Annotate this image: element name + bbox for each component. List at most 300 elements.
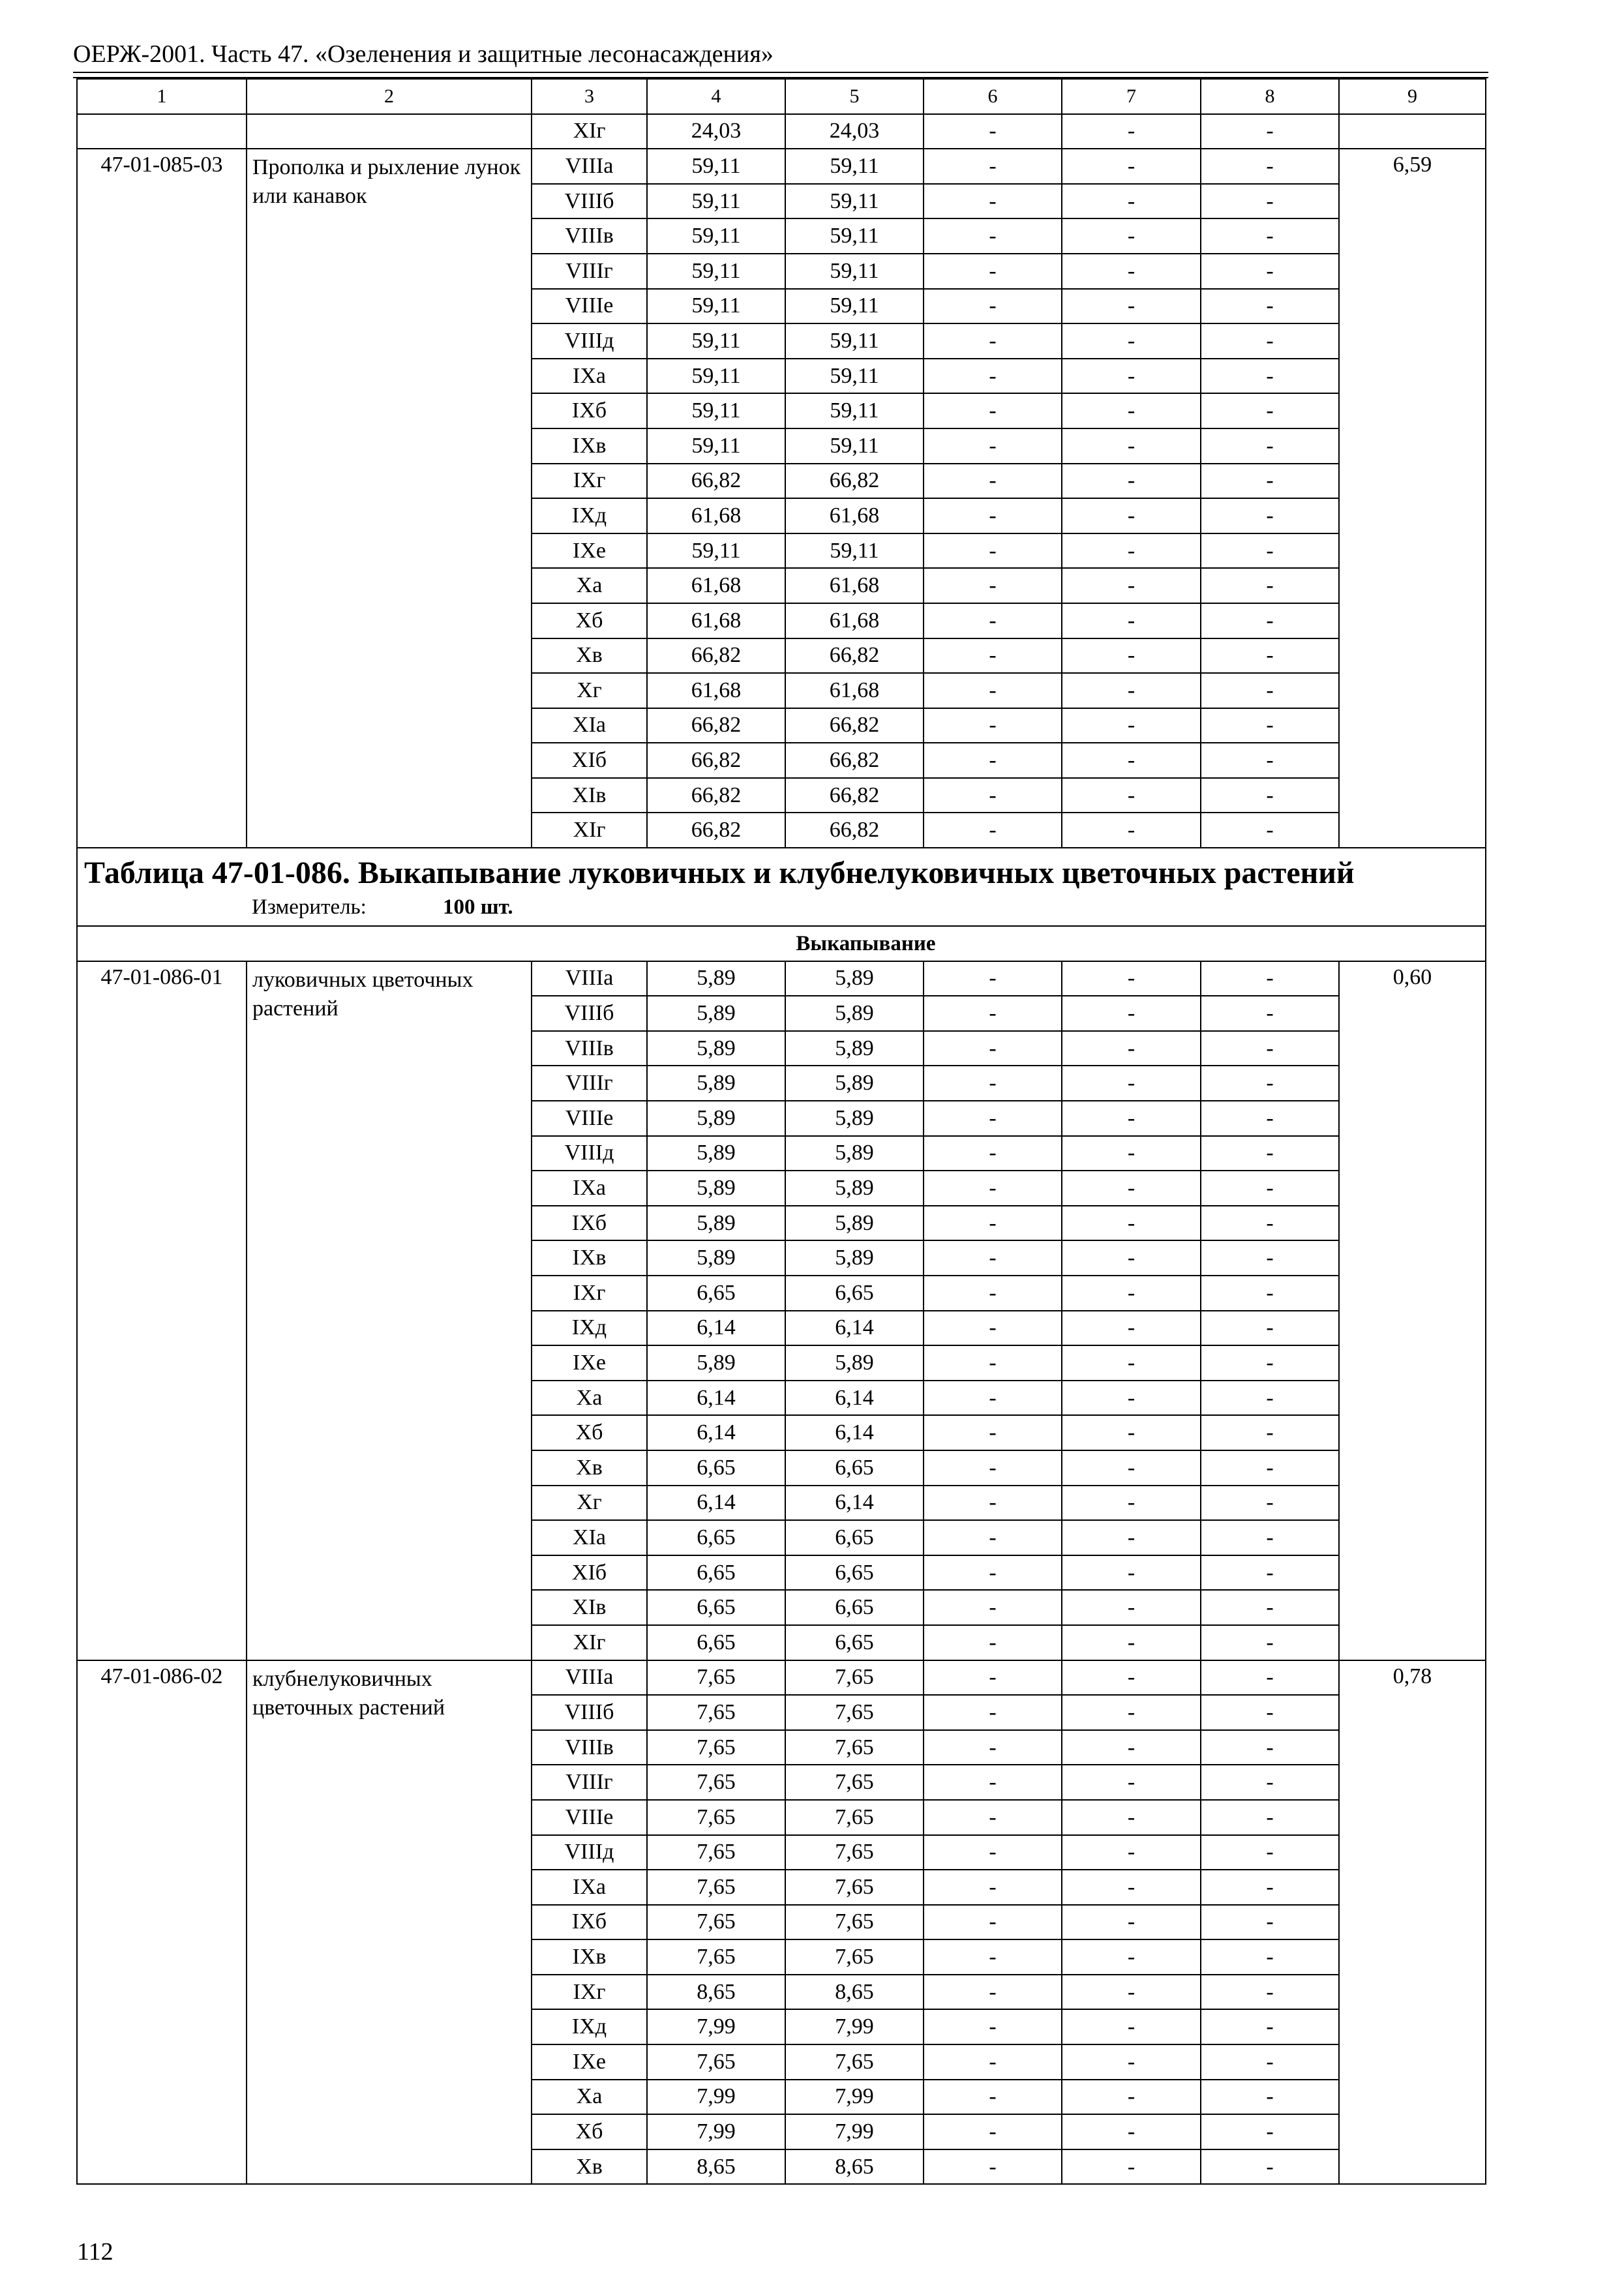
value-cell: - — [1062, 638, 1201, 674]
zone-cell: Xб — [532, 603, 647, 638]
zone-cell: VIIIб — [532, 1695, 647, 1730]
value-cell: 6,14 — [785, 1415, 924, 1450]
value-cell: 59,11 — [647, 254, 785, 289]
value-cell: - — [924, 1835, 1062, 1870]
value-cell: 66,82 — [785, 464, 924, 499]
value-cell: 59,11 — [785, 428, 924, 464]
zone-cell: VIIIв — [532, 1730, 647, 1765]
value-cell: - — [1062, 2009, 1201, 2044]
value-cell: 7,65 — [647, 1905, 785, 1940]
value-cell: - — [924, 1066, 1062, 1101]
value-cell: - — [924, 961, 1062, 996]
value-cell: 5,89 — [647, 1101, 785, 1136]
value-cell: - — [924, 1276, 1062, 1311]
zone-cell: IXд — [532, 498, 647, 533]
value-cell: 5,89 — [647, 1240, 785, 1276]
value-cell: 6,14 — [785, 1486, 924, 1521]
value-cell: - — [1062, 2114, 1201, 2149]
value-cell: - — [924, 1240, 1062, 1276]
value-cell: - — [1062, 184, 1201, 219]
value-cell: - — [1062, 1520, 1201, 1555]
value-cell: - — [1062, 1695, 1201, 1730]
zone-cell: VIIIд — [532, 323, 647, 359]
norm-cell: 6,59 — [1339, 149, 1486, 848]
value-cell: - — [924, 568, 1062, 603]
value-cell: - — [1062, 464, 1201, 499]
value-cell: - — [924, 1800, 1062, 1835]
value-cell: - — [1062, 743, 1201, 778]
value-cell: - — [1062, 1835, 1201, 1870]
value-cell: 6,65 — [647, 1520, 785, 1555]
value-cell: - — [1201, 1031, 1339, 1066]
value-cell: - — [1062, 2149, 1201, 2185]
value-cell: 66,82 — [785, 778, 924, 813]
value-cell: 59,11 — [647, 184, 785, 219]
value-cell: - — [1201, 1486, 1339, 1521]
value-cell: 7,99 — [647, 2009, 785, 2044]
norm-cell: 0,60 — [1339, 961, 1486, 1660]
value-cell: 7,65 — [647, 1870, 785, 1905]
value-cell: - — [1062, 1240, 1201, 1276]
zone-cell: VIIIа — [532, 1660, 647, 1696]
zone-cell: IXа — [532, 1171, 647, 1206]
value-cell: 59,11 — [647, 359, 785, 394]
value-cell: - — [1201, 1730, 1339, 1765]
value-cell: - — [924, 1031, 1062, 1066]
value-cell: 61,68 — [647, 568, 785, 603]
value-cell: - — [1062, 428, 1201, 464]
value-cell: - — [1062, 1905, 1201, 1940]
value-cell: 5,89 — [785, 1206, 924, 1241]
value-cell: - — [1201, 1240, 1339, 1276]
column-number: 7 — [1062, 79, 1201, 114]
zone-cell: VIIIе — [532, 1101, 647, 1136]
value-cell: - — [1062, 1486, 1201, 1521]
value-cell: - — [1201, 1415, 1339, 1450]
value-cell: - — [924, 498, 1062, 533]
value-cell: - — [1201, 1276, 1339, 1311]
value-cell: - — [1201, 289, 1339, 324]
value-cell: 7,65 — [647, 1730, 785, 1765]
value-cell: - — [924, 1206, 1062, 1241]
value-cell: 59,11 — [647, 289, 785, 324]
column-number: 4 — [647, 79, 785, 114]
value-cell: - — [1201, 1520, 1339, 1555]
value-cell: - — [1201, 114, 1339, 149]
zone-cell: IXв — [532, 428, 647, 464]
value-cell: - — [1062, 2044, 1201, 2080]
value-cell: - — [924, 778, 1062, 813]
zone-cell: Xг — [532, 1486, 647, 1521]
zone-cell: IXб — [532, 393, 647, 428]
value-cell: 7,99 — [785, 2009, 924, 2044]
value-cell: 5,89 — [647, 1345, 785, 1381]
zone-cell: VIIIд — [532, 1835, 647, 1870]
value-cell: - — [1201, 778, 1339, 813]
value-cell: - — [1062, 1939, 1201, 1975]
value-cell: 6,14 — [647, 1311, 785, 1346]
table-title-cell — [77, 848, 1486, 926]
value-cell: 59,11 — [785, 218, 924, 254]
value-cell: - — [1201, 1870, 1339, 1905]
value-cell: 7,65 — [785, 1765, 924, 1800]
value-cell: 66,82 — [785, 708, 924, 743]
value-cell: 66,82 — [647, 638, 785, 674]
value-cell: 7,65 — [647, 1695, 785, 1730]
zone-cell: IXг — [532, 1975, 647, 2010]
value-cell: 24,03 — [785, 114, 924, 149]
measure-value: 100 шт. — [443, 895, 513, 920]
value-cell: 59,11 — [647, 323, 785, 359]
zone-cell: Xв — [532, 2149, 647, 2185]
value-cell: 61,68 — [785, 498, 924, 533]
table-row — [77, 149, 1486, 184]
value-cell: 6,65 — [785, 1276, 924, 1311]
value-cell: - — [1201, 1660, 1339, 1696]
value-cell: - — [1201, 638, 1339, 674]
value-cell: 8,65 — [785, 1975, 924, 2010]
zone-cell: IXв — [532, 1240, 647, 1276]
value-cell: - — [924, 184, 1062, 219]
value-cell: 7,99 — [647, 2114, 785, 2149]
value-cell: - — [1062, 1415, 1201, 1450]
zone-cell: XIб — [532, 1555, 647, 1591]
value-cell: - — [1201, 1345, 1339, 1381]
value-cell: 8,65 — [647, 1975, 785, 2010]
value-cell: - — [1062, 1590, 1201, 1625]
value-cell: - — [1062, 1730, 1201, 1765]
value-cell: 7,65 — [785, 1835, 924, 1870]
value-cell: 66,82 — [785, 813, 924, 848]
value-cell: 7,65 — [785, 1730, 924, 1765]
zone-cell: XIг — [532, 1625, 647, 1660]
value-cell: - — [924, 254, 1062, 289]
value-cell: - — [924, 2149, 1062, 2185]
zone-cell: IXг — [532, 464, 647, 499]
rates-table — [76, 78, 1486, 2185]
zone-cell: IXв — [532, 1939, 647, 1975]
value-cell: 5,89 — [647, 1031, 785, 1066]
value-cell: - — [1062, 1311, 1201, 1346]
value-cell: - — [1062, 393, 1201, 428]
value-cell: 5,89 — [647, 961, 785, 996]
value-cell: 8,65 — [785, 2149, 924, 2185]
value-cell: 7,99 — [785, 2080, 924, 2115]
value-cell: - — [924, 464, 1062, 499]
value-cell: - — [1062, 1136, 1201, 1171]
value-cell: - — [1201, 393, 1339, 428]
value-cell: 7,65 — [647, 1835, 785, 1870]
value-cell: - — [1062, 323, 1201, 359]
value-cell: 7,65 — [785, 1939, 924, 1975]
zone-cell: VIIIа — [532, 149, 647, 184]
value-cell: - — [1201, 996, 1339, 1031]
value-cell: - — [924, 1171, 1062, 1206]
value-cell: 61,68 — [785, 673, 924, 708]
page-header: ОЕРЖ-2001. Часть 47. «Озеленения и защитные лесонасаждения» — [73, 40, 774, 68]
zone-cell: XIа — [532, 708, 647, 743]
value-cell: - — [1201, 184, 1339, 219]
zone-cell: Xа — [532, 2080, 647, 2115]
value-cell: 5,89 — [785, 1240, 924, 1276]
zone-cell: VIIIв — [532, 218, 647, 254]
section-row — [77, 926, 1486, 961]
item-code: 47-01-085-03 — [77, 149, 247, 848]
zone-cell: IXд — [532, 2009, 647, 2044]
zone-cell: IXе — [532, 1345, 647, 1381]
zone-cell: Xб — [532, 1415, 647, 1450]
value-cell: 61,68 — [647, 603, 785, 638]
value-cell: - — [1062, 603, 1201, 638]
value-cell: - — [1201, 464, 1339, 499]
code-cell — [77, 114, 247, 149]
zone-cell: VIIIд — [532, 1136, 647, 1171]
value-cell: 6,65 — [647, 1450, 785, 1486]
value-cell: - — [924, 708, 1062, 743]
value-cell: - — [1201, 2044, 1339, 2080]
zone-cell: VIIIг — [532, 254, 647, 289]
value-cell: - — [924, 638, 1062, 674]
value-cell: 59,11 — [785, 533, 924, 569]
value-cell: - — [1201, 1171, 1339, 1206]
value-cell: 6,65 — [785, 1590, 924, 1625]
value-cell: 59,11 — [785, 289, 924, 324]
zone-cell: Xв — [532, 638, 647, 674]
value-cell: 59,11 — [647, 533, 785, 569]
value-cell: - — [1201, 2149, 1339, 2185]
value-cell: 5,89 — [785, 961, 924, 996]
value-cell: 5,89 — [785, 996, 924, 1031]
value-cell: - — [924, 2114, 1062, 2149]
table-row — [77, 961, 1486, 996]
value-cell: 66,82 — [647, 464, 785, 499]
value-cell: - — [924, 2044, 1062, 2080]
zone-cell: IXд — [532, 1311, 647, 1346]
zone-cell: Xа — [532, 568, 647, 603]
value-cell: - — [1062, 1276, 1201, 1311]
norm-cell: 0,78 — [1339, 1660, 1486, 2185]
value-cell: - — [1201, 961, 1339, 996]
value-cell: 7,65 — [785, 2044, 924, 2080]
value-cell: - — [1201, 254, 1339, 289]
column-number: 8 — [1201, 79, 1339, 114]
value-cell: - — [1062, 1171, 1201, 1206]
value-cell: - — [924, 1695, 1062, 1730]
value-cell: 7,65 — [647, 1660, 785, 1696]
value-cell: - — [1062, 254, 1201, 289]
item-code: 47-01-086-01 — [77, 961, 247, 1660]
value-cell: - — [1062, 1066, 1201, 1101]
value-cell: - — [1062, 1206, 1201, 1241]
column-number: 2 — [247, 79, 532, 114]
value-cell: - — [1201, 498, 1339, 533]
value-cell: 5,89 — [785, 1031, 924, 1066]
value-cell: - — [924, 1590, 1062, 1625]
value-cell: 5,89 — [785, 1345, 924, 1381]
value-cell: 61,68 — [785, 603, 924, 638]
value-cell: 61,68 — [785, 568, 924, 603]
value-cell: - — [1201, 1450, 1339, 1486]
value-cell: 6,65 — [785, 1625, 924, 1660]
name-cell — [247, 114, 532, 149]
value-cell: - — [924, 1311, 1062, 1346]
value-cell: - — [1201, 1555, 1339, 1591]
value-cell: 66,82 — [647, 813, 785, 848]
value-cell: 6,14 — [785, 1381, 924, 1416]
value-cell: 5,89 — [647, 1206, 785, 1241]
value-cell: 7,99 — [647, 2080, 785, 2115]
value-cell: - — [924, 323, 1062, 359]
value-cell: - — [1201, 1905, 1339, 1940]
value-cell: 61,68 — [647, 673, 785, 708]
value-cell: - — [1201, 813, 1339, 848]
value-cell: 7,65 — [647, 1939, 785, 1975]
value-cell: - — [1062, 996, 1201, 1031]
value-cell: - — [924, 1101, 1062, 1136]
value-cell: - — [1201, 1975, 1339, 2010]
value-cell: - — [1201, 1381, 1339, 1416]
item-code: 47-01-086-02 — [77, 1660, 247, 2185]
zone-cell: VIIIг — [532, 1066, 647, 1101]
value-cell: - — [924, 1660, 1062, 1696]
value-cell: - — [1062, 533, 1201, 569]
value-cell: - — [924, 996, 1062, 1031]
zone-cell: VIIIб — [532, 184, 647, 219]
value-cell: 5,89 — [647, 1171, 785, 1206]
zone-cell: Xв — [532, 1450, 647, 1486]
value-cell: - — [924, 1520, 1062, 1555]
zone-cell: XIв — [532, 778, 647, 813]
value-cell: 59,11 — [785, 254, 924, 289]
value-cell: 7,65 — [647, 1800, 785, 1835]
zone-cell: VIIIв — [532, 1031, 647, 1066]
zone-cell: VIIIа — [532, 961, 647, 996]
value-cell: - — [1062, 114, 1201, 149]
value-cell: - — [1201, 1206, 1339, 1241]
value-cell: - — [924, 743, 1062, 778]
value-cell: - — [924, 1345, 1062, 1381]
value-cell: - — [1201, 673, 1339, 708]
value-cell: 59,11 — [647, 218, 785, 254]
header-rule — [73, 72, 1488, 73]
value-cell: - — [924, 2080, 1062, 2115]
value-cell: - — [924, 1450, 1062, 1486]
value-cell: - — [1062, 1975, 1201, 2010]
zone-cell: IXе — [532, 533, 647, 569]
value-cell: - — [1201, 1835, 1339, 1870]
value-cell: - — [924, 1555, 1062, 1591]
value-cell: - — [1201, 359, 1339, 394]
value-cell: - — [1201, 1800, 1339, 1835]
value-cell: - — [1062, 778, 1201, 813]
value-cell: - — [924, 603, 1062, 638]
value-cell: 7,65 — [647, 2044, 785, 2080]
value-cell: - — [1201, 1695, 1339, 1730]
zone-cell: VIIIб — [532, 996, 647, 1031]
value-cell: 6,14 — [647, 1381, 785, 1416]
value-cell: - — [924, 1905, 1062, 1940]
zone-cell: VIIIг — [532, 1765, 647, 1800]
value-cell: 59,11 — [647, 428, 785, 464]
table-row — [77, 114, 1486, 149]
table-row — [77, 1660, 1486, 1696]
item-name: клубнелуковичных цветочных растений — [247, 1660, 532, 2185]
value-cell: - — [924, 428, 1062, 464]
value-cell: 6,65 — [785, 1520, 924, 1555]
value-cell: - — [924, 1765, 1062, 1800]
zone-cell: Xа — [532, 1381, 647, 1416]
value-cell: 6,65 — [785, 1555, 924, 1591]
value-cell: - — [1062, 673, 1201, 708]
value-cell: - — [924, 1136, 1062, 1171]
value-cell: 7,65 — [647, 1765, 785, 1800]
value-cell: - — [1201, 743, 1339, 778]
value-cell: - — [924, 533, 1062, 569]
value-cell: 5,89 — [785, 1136, 924, 1171]
value-cell: - — [1201, 1101, 1339, 1136]
value-cell: - — [924, 1415, 1062, 1450]
value-cell: - — [1062, 813, 1201, 848]
value-cell: - — [1201, 1590, 1339, 1625]
value-cell: - — [1062, 961, 1201, 996]
value-cell: - — [924, 1975, 1062, 2010]
value-cell: - — [1062, 1765, 1201, 1800]
value-cell: - — [1201, 533, 1339, 569]
zone-cell: XIг — [532, 114, 647, 149]
value-cell: - — [1062, 289, 1201, 324]
value-cell: - — [1062, 1660, 1201, 1696]
zone-cell: Xб — [532, 2114, 647, 2149]
value-cell: - — [1201, 1625, 1339, 1660]
value-cell: - — [1201, 2080, 1339, 2115]
value-cell: 66,82 — [647, 743, 785, 778]
value-cell: 7,65 — [785, 1905, 924, 1940]
measure-label: Измеритель: — [252, 895, 367, 920]
value-cell: 7,65 — [785, 1660, 924, 1696]
zone-cell: XIг — [532, 813, 647, 848]
value-cell: - — [1201, 568, 1339, 603]
value-cell: - — [1062, 1800, 1201, 1835]
value-cell: 59,11 — [647, 393, 785, 428]
value-cell: 6,14 — [647, 1486, 785, 1521]
value-cell: 59,11 — [785, 184, 924, 219]
value-cell: 5,89 — [785, 1171, 924, 1206]
value-cell: 59,11 — [785, 359, 924, 394]
value-cell: 66,82 — [785, 743, 924, 778]
value-cell: - — [1062, 1625, 1201, 1660]
value-cell: - — [924, 218, 1062, 254]
value-cell: 59,11 — [785, 393, 924, 428]
value-cell: - — [924, 289, 1062, 324]
value-cell: 7,65 — [785, 1695, 924, 1730]
zone-cell: XIб — [532, 743, 647, 778]
value-cell: 6,65 — [647, 1276, 785, 1311]
value-cell: - — [1062, 1555, 1201, 1591]
value-cell: - — [1201, 149, 1339, 184]
value-cell: - — [924, 149, 1062, 184]
value-cell: 7,65 — [785, 1800, 924, 1835]
column-numbers-row — [77, 79, 1486, 114]
zone-cell: Xг — [532, 673, 647, 708]
value-cell: 5,89 — [647, 1066, 785, 1101]
value-cell: - — [1062, 359, 1201, 394]
measure-line — [78, 893, 1485, 921]
value-cell: 5,89 — [785, 1101, 924, 1136]
table-title-row — [77, 848, 1486, 926]
column-number: 5 — [785, 79, 924, 114]
value-cell: - — [924, 2009, 1062, 2044]
value-cell: - — [1062, 1450, 1201, 1486]
